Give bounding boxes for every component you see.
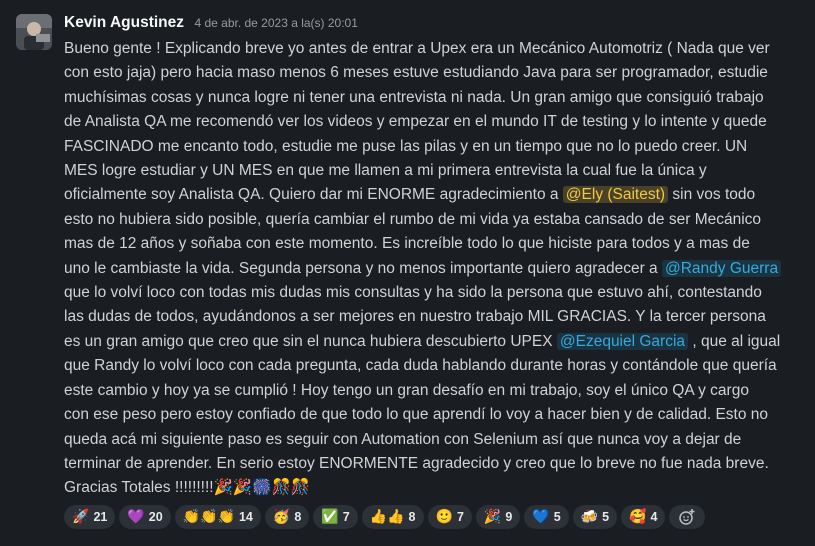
- message-text: sin vos todo: [668, 186, 756, 204]
- reaction-count: 7: [456, 510, 464, 524]
- message-text: uno le cambiaste la vida. Segunda persona y no menos importante quiero agradecer a: [64, 259, 662, 277]
- reactions-bar: [64, 505, 705, 529]
- message-text: este cambio y hoy ya se cumplió ! Hoy tengo un gran desafío en mi trabajo, soy el único QA y cargo: [64, 381, 749, 399]
- message-text: mas de 12 años y soñaba con este momento. Es increíble todo lo que hiciste para todos y a mas de: [64, 235, 750, 253]
- reaction-smiling-hearts[interactable]: [621, 505, 665, 529]
- reaction-count: 5: [553, 510, 561, 524]
- reaction-count: 8: [408, 510, 416, 524]
- message-text: que Randy lo volví loco con cada pregunta, cada duda hablando durante horas y contándole que quería: [64, 357, 777, 375]
- message-line: [64, 37, 806, 61]
- reaction-count: 14: [238, 510, 253, 524]
- reaction-count: 9: [505, 510, 513, 524]
- beers-icon: 🍻: [580, 509, 599, 525]
- thumbs-up-icon: 👍👍: [369, 509, 405, 525]
- user-mention[interactable]: @Ezequiel Garcia: [557, 333, 688, 350]
- tada-icon: 🎉: [483, 509, 502, 525]
- reaction-partying-face[interactable]: [265, 505, 309, 529]
- message-line: [64, 452, 806, 476]
- reaction-count: 5: [602, 510, 610, 524]
- message-text: terminar de aprender. En serio estoy ENORMENTE agradecido y creo que lo breve no fue nada breve.: [64, 454, 769, 472]
- reaction-thumbs-up[interactable]: [362, 505, 424, 529]
- message-line: [64, 86, 806, 110]
- message-text: de Analista QA me recomendó ver los videos y empezar en el mundo IT de testing y lo intente y quede: [64, 113, 767, 131]
- reaction-tada[interactable]: [476, 505, 520, 529]
- message-line: [64, 379, 806, 403]
- message-body: [64, 37, 806, 501]
- message-text: FASCINADO me encanto todo, estudie me puse las pilas y en un tiempo que no lo puedo creer. UN: [64, 137, 748, 155]
- message-line: [64, 330, 806, 354]
- clap-icon: 👏👏👏: [182, 509, 235, 525]
- blue-heart-icon: 💙: [532, 509, 550, 525]
- message-line: [64, 476, 806, 500]
- reaction-blue-heart[interactable]: [524, 505, 568, 529]
- message-text: queda acá mi siguiente paso es seguir con Automation con Selenium así que nunca voy a dejar de: [64, 430, 742, 448]
- message-line: [64, 354, 806, 378]
- message-line: [64, 61, 806, 85]
- add-reaction-button[interactable]: [669, 505, 705, 529]
- message-text: con ese peso pero estoy confiado de que todo lo que aprendí lo voy a hacer bien y de calidad. Esto no: [64, 406, 769, 424]
- message-text: que lo volví loco con todas mis dudas mis consultas y ha sido la persona que estuvo ahí, contestando: [64, 284, 762, 302]
- message-text: , que al igual: [688, 332, 781, 350]
- message-line: [64, 135, 806, 159]
- message-text: MES logre estudiar y UN MES en que me llamen a mi primera entrevista la cual fue la única y: [64, 162, 707, 180]
- message-line: [64, 110, 806, 134]
- reaction-slightly-smiling[interactable]: [428, 505, 472, 529]
- message-line: [64, 403, 806, 427]
- reaction-count: 21: [93, 510, 108, 524]
- message-text: oficialmente soy Analista QA. Quiero dar mi ENORME agradecimiento a: [64, 186, 563, 204]
- avatar-photo: [16, 14, 52, 50]
- message-header: [64, 14, 358, 36]
- rocket-icon: 🚀: [72, 509, 90, 525]
- message-line: [64, 257, 806, 281]
- avatar[interactable]: [16, 14, 52, 50]
- check-mark-icon: ✅: [321, 509, 339, 525]
- message-line: [64, 281, 806, 305]
- purple-heart-icon: 💜: [127, 509, 145, 525]
- message-line: [64, 183, 806, 207]
- message-timestamp[interactable]: 4 de abr. de 2023 a la(s) 20:01: [194, 16, 358, 30]
- user-mention[interactable]: @Ely (Saitest): [563, 186, 668, 203]
- message-line: [64, 305, 806, 329]
- reaction-count: 4: [650, 510, 658, 524]
- message-line: [64, 232, 806, 256]
- reaction-clap[interactable]: [175, 505, 261, 529]
- reaction-count: 7: [342, 510, 350, 524]
- reaction-purple-heart[interactable]: [119, 505, 170, 529]
- message-text: Bueno gente ! Explicando breve yo antes de entrar a Upex era un Mecánico Automotriz ( Nada que ver: [64, 40, 770, 57]
- reaction-check-mark[interactable]: [313, 505, 357, 529]
- user-mention[interactable]: @Randy Guerra: [662, 260, 781, 277]
- reaction-rocket[interactable]: [64, 505, 115, 529]
- message-line: [64, 159, 806, 183]
- message-text: es un gran amigo que creo que sin el nunca hubiera descubierto UPEX: [64, 332, 557, 350]
- reaction-count: 8: [294, 510, 302, 524]
- message-line: [64, 208, 806, 232]
- slightly-smiling-icon: 🙂: [435, 509, 453, 525]
- message-text: con esto jaja) pero hacia maso menos 6 meses estuve estudiando Java para ser programador, estudie: [64, 64, 768, 82]
- author-name[interactable]: Kevin Agustinez: [64, 14, 184, 31]
- message-text: las dudas de todos, ayudándonos a ser mejores en nuestro trabajo MIL GRACIAS. Y la tercer persona: [64, 308, 766, 326]
- partying-face-icon: 🥳: [272, 509, 291, 525]
- message-text: Gracias Totales !!!!!!!!!🎉🎉🎆🎊🎊: [64, 479, 311, 497]
- reaction-count: 20: [148, 510, 163, 524]
- message-text: esto no hubiera sido posible, quería cambiar el rumbo de mi vida ya estaba cansado de ser Mecánico: [64, 210, 762, 228]
- message-text: muchísimas cosas y nunca logre ni tener una entrevista ni nada. Un gran amigo que consiguió trabajo: [64, 88, 764, 106]
- add-reaction-icon: [678, 508, 696, 526]
- smiling-hearts-icon: 🥰: [629, 509, 647, 525]
- message-line: [64, 428, 806, 452]
- reaction-beers[interactable]: [573, 505, 617, 529]
